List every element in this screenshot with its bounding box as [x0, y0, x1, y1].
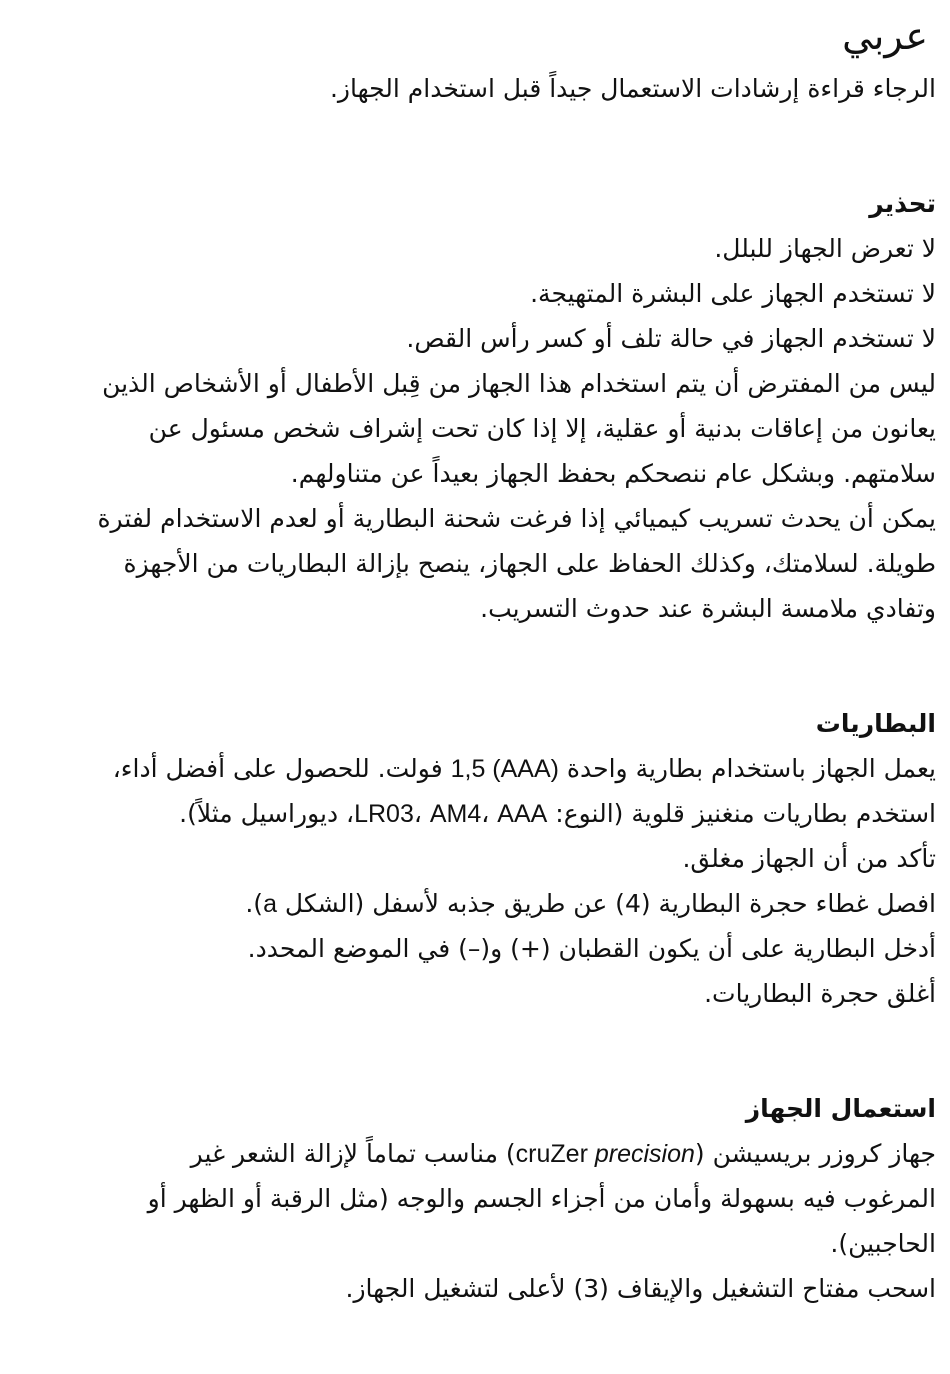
warning-line: يمكن أن يحدث تسريب كيميائي إذا فرغت شحنة البطارية أو لعدم الاستخدام لفترة — [97, 504, 936, 533]
usage-line — [14, 1131, 936, 1176]
battery-type: AM4 — [429, 800, 482, 828]
batteries-text: افصل غطاء حجرة البطارية (4) عن طريق جذبه لأسفل (الشكل — [276, 889, 936, 918]
warning-line: يعانون من إعاقات بدنية أو عقلية، إلا إذا كان تحت إشراف شخص مسئول عن — [148, 414, 936, 443]
battery-spec: 1,5 (AAA) — [450, 755, 559, 783]
batteries-text: استخدم بطاريات منغنيز قلوية (النوع: — [547, 799, 936, 828]
warning-line: وتفادي ملامسة البشرة عند حدوث التسريب. — [480, 594, 936, 623]
batteries-line: أغلق حجرة البطاريات. — [704, 979, 936, 1008]
language-title: عربي — [842, 14, 928, 58]
section-spacer — [14, 631, 936, 701]
intro-text: الرجاء قراءة إرشادات الاستعمال جيداً قبل استخدام الجهاز. — [329, 74, 936, 103]
batteries-heading: البطاريات — [815, 709, 936, 738]
usage-heading: استعمال الجهاز — [745, 1094, 936, 1123]
usage-text: جهاز كروزر بريسيشن ( — [694, 1139, 936, 1168]
batteries-separator: ، — [413, 799, 430, 828]
batteries-line: أدخل البطارية على أن يكون القطبان (+) و(–) في الموضع المحدد. — [247, 934, 936, 963]
batteries-section — [14, 701, 936, 1016]
batteries-line — [14, 881, 936, 926]
warning-line: لا تعرض الجهاز للبلل. — [714, 234, 936, 263]
usage-line: المرغوب فيه بسهولة وأمان من أجزاء الجسم والوجه (مثل الرقبة أو الظهر أو — [147, 1184, 936, 1213]
batteries-text: يعمل الجهاز باستخدام بطارية واحدة — [558, 754, 936, 783]
battery-type: AAA — [497, 800, 548, 828]
warning-line: ليس من المفترض أن يتم استخدام هذا الجهاز من قِبل الأطفال أو الأشخاص الذين — [102, 369, 936, 398]
usage-text: ) مناسب تماماً لإزالة الشعر غير — [190, 1139, 516, 1168]
batteries-text: ، ديوراسيل مثلاً). — [179, 799, 355, 828]
batteries-separator: ، — [481, 799, 498, 828]
batteries-line: تأكد من أن الجهاز مغلق. — [682, 844, 936, 873]
section-spacer — [14, 1016, 936, 1086]
usage-section — [14, 1086, 936, 1311]
warning-line: لا تستخدم الجهاز في حالة تلف أو كسر رأس القص. — [406, 324, 936, 353]
warning-line: لا تستخدم الجهاز على البشرة المتهيجة. — [530, 279, 936, 308]
batteries-line — [14, 746, 936, 791]
usage-line: الحاجبين). — [830, 1229, 936, 1258]
warning-heading: تحذير — [869, 189, 936, 218]
brand-name — [516, 1140, 695, 1168]
batteries-line — [14, 791, 936, 836]
battery-type: LR03 — [354, 800, 414, 828]
figure-reference: a — [263, 890, 277, 918]
warning-line: طويلة. لسلامتك، وكذلك الحفاظ على الجهاز، ينصح بإزالة البطاريات من الأجهزة — [123, 549, 936, 578]
brand-name-regular: cruZer — [515, 1140, 588, 1168]
warning-section — [14, 181, 936, 631]
brand-name-italic: precision — [594, 1140, 695, 1168]
batteries-text: ). — [245, 889, 264, 918]
section-spacer — [14, 111, 936, 181]
warning-line: سلامتهم. وبشكل عام ننصحكم بحفظ الجهاز بعيداً عن متناولهم. — [290, 459, 936, 488]
usage-line: اسحب مفتاح التشغيل والإيقاف (3) لأعلى لتشغيل الجهاز. — [345, 1274, 936, 1303]
batteries-text: فولت. للحصول على أفضل أداء، — [112, 754, 451, 783]
